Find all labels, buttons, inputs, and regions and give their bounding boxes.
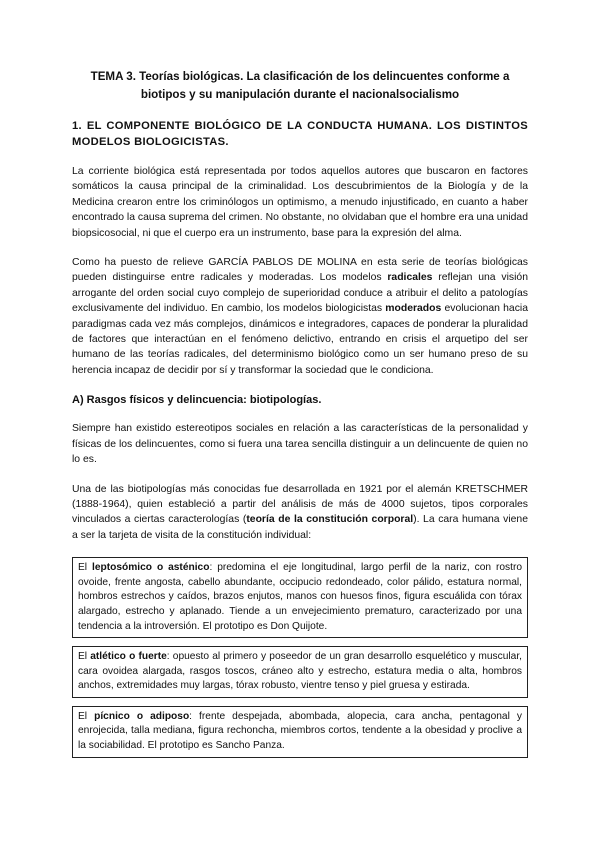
biotype-description: : frente despejada, abombada, alopecia, cara ancha, pentagonal y enrojecida, talla mediana, figura rechoncha, miembros cortos, tendente a la obesidad y proclive a la sociabilidad. El prototipo es Sancho Panza. bbox=[78, 710, 522, 752]
biotype-term: leptosómico o asténico bbox=[92, 562, 210, 574]
biotype-description: : predomina el eje longitudinal, largo perfil de la nariz, con rostro ovoide, frente angosta, cabello abundante, occipucio redondeado, color pálido, estatura normal, hombros estrechos y caídos, brazos enjutos, manos con huesos finos, figura escuálida con tórax alargado, estrecho y aplanado. Tiende a un envejecimiento prematuro, caracterizado por una tendencia a la introversión. El prototipo es Don Quijote. bbox=[78, 562, 523, 632]
text-run: evolucionan hacia paradigmas cada vez más complejos, dinámicos e integradores, capaces de ponderar la pluralidad de factores que interactúan en el fenómeno delictivo, entrando en crisis el arquetipo del ser humano de las teorías radicales, del determinismo biológico como un ser humano preso de su herencia incapaz de decidir por sí y transformar la sociedad que le condiciona. bbox=[72, 303, 528, 376]
document-page bbox=[72, 68, 528, 766]
section-1-paragraph-1: La corriente biológica está representada por todos aquellos autores que buscaron en factores somáticos la causa principal de la criminalidad. Los descubrimientos de la Biología y de la Medicina crearon entre los criminólogos un optimismo, a menudo injustificado, en cuanto a haber encontrado la causa suprema del crimen. No obstante, no olvidaban que el hombre era una unidad biopsicosocial, ni que el cuerpo era un instrumento, base para la expresión del alma. bbox=[72, 166, 528, 239]
section-a-paragraph-1: Siempre han existido estereotipos sociales en relación a las características de la personalidad y físicas de los delincuentes, como si fuera una tarea sencilla distinguir a un delincuente de quien no lo es. bbox=[72, 423, 528, 466]
section-1-heading: 1. EL COMPONENTE BIOLÓGICO DE LA CONDUCTA HUMANA. LOS DISTINTOS MODELOS BIOLOGICISTAS. bbox=[72, 120, 528, 148]
biotype-description: : opuesto al primero y poseedor de un gran desarrollo esquelético y muscular, cara ovoidea alargada, rasgos toscos, cráneo alto y estrecho, estatura media o alta, hombros anchos, extremidades muy largas, tórax robusto, vientre tenso y piel gruesa y estirada. bbox=[78, 651, 522, 692]
biotype-box-leptosomico bbox=[72, 557, 528, 638]
section-a-heading: A) Rasgos físicos y delincuencia: biotipologías. bbox=[72, 394, 322, 407]
text-run: El bbox=[78, 651, 91, 663]
text-run: El bbox=[78, 562, 92, 574]
text-run: Como ha puesto de relieve GARCÍA PABLOS DE MOLINA en esta serie de teorías biológicas pueden distinguirse entre radicales y moderadas. Los modelos bbox=[72, 257, 528, 284]
text-run: ). La cara humana viene a ser la tarjeta de visita de la constitución individual: bbox=[72, 514, 528, 541]
section-1-paragraph-2 bbox=[72, 255, 528, 378]
text-run: El bbox=[78, 710, 95, 722]
text-run: reflejan una visión arrogante del orden social cuyo complejo de superioridad conduce a atribuir el delito a patologías exclusivamente del individuo. En cambio, los modelos biologicistas bbox=[72, 272, 528, 315]
biotype-term: atlético o fuerte bbox=[90, 651, 167, 663]
bold-term-constitucion: teoría de la constitución corporal bbox=[246, 514, 414, 526]
text-run: Una de las biotipologías más conocidas fue desarrollada en 1921 por el alemán KRETSCHMER (1888-1964), quien estableció a partir del análisis de más de 4000 sujetos, tipos corporales vinculados a ciertas caracterologías ( bbox=[72, 483, 528, 526]
bold-term-moderados: moderados bbox=[385, 303, 442, 315]
bold-term-radicales: radicales bbox=[387, 272, 433, 284]
biotype-box-picnico bbox=[72, 706, 528, 758]
section-a-paragraph-2 bbox=[72, 482, 528, 544]
biotype-term: pícnico o adiposo bbox=[94, 710, 190, 722]
document-title: TEMA 3. Teorías biológicas. La clasificación de los delincuentes conforme a biotipos y su manipulación durante el nacionalsocialismo bbox=[90, 70, 510, 101]
biotype-box-atletico bbox=[72, 646, 528, 698]
